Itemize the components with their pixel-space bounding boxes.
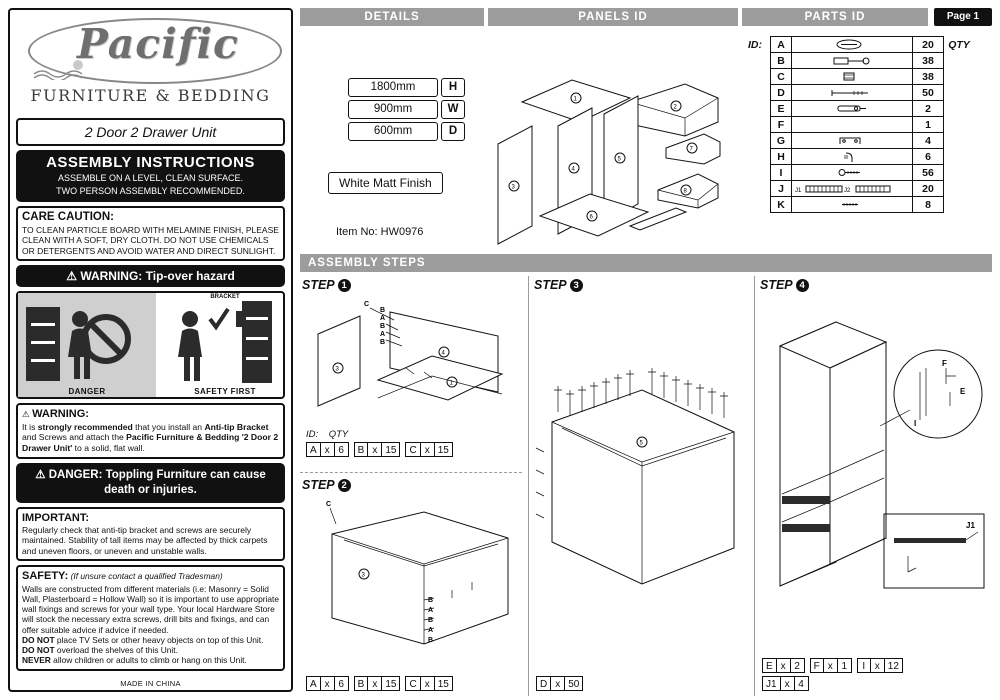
dimension-height-value: 1800mm (348, 78, 438, 97)
right-content (300, 8, 992, 692)
step-1-number: 1 (338, 279, 351, 292)
step-4-part-i (857, 658, 903, 673)
pictogram-panel (16, 291, 285, 399)
tipover-warning-banner (16, 265, 285, 287)
part-letter-i: I (771, 165, 792, 181)
step-3-part-d-letter: D (536, 676, 551, 691)
step-1-word: STEP (302, 278, 335, 292)
care-caution-block (16, 206, 285, 261)
parts-table (740, 36, 974, 213)
model-name: 2 Door 2 Drawer Unit (16, 118, 285, 146)
part-qty-i: 56 (913, 165, 944, 181)
step-4-word: STEP (760, 278, 793, 292)
part-qty-c: 38 (913, 69, 944, 85)
step-1-parts-row (306, 442, 524, 457)
step-4-part-j1-qty: 4 (795, 676, 809, 691)
safety-heading-note: (If unsure contact a qualified Tradesman) (70, 571, 223, 582)
warning-text-5: to a solid, flat wall. (72, 443, 145, 454)
safety-bullet-1: place TV Sets or other heavy objects on top of this Unit. (54, 634, 264, 645)
logo-wordmark: Pacific (76, 20, 239, 68)
step-2-parts-row (306, 676, 524, 691)
svg-text:7: 7 (689, 146, 693, 153)
item-number: Item No: HW0976 (336, 226, 424, 238)
part-qty-f: 1 (913, 117, 944, 133)
dimension-height-unit: H (441, 78, 465, 97)
safety-bullet-3-bold: NEVER (22, 655, 51, 666)
parts-id-label: ID: (748, 38, 762, 51)
parts-qty-label: QTY (948, 38, 970, 51)
warning-triangle-icon-2: ⚠ (22, 408, 30, 419)
step-4-part-f-letter: F (810, 658, 824, 673)
step-1-label (302, 278, 524, 292)
parts-id-table (740, 36, 990, 213)
svg-text:3: 3 (361, 572, 365, 579)
step1-step2-divider (300, 472, 522, 473)
step-1-diagram (302, 294, 524, 429)
part-qty-a: 20 (913, 37, 944, 53)
svg-text:B: B (428, 637, 434, 644)
parts-table-header-row (740, 37, 974, 53)
step-4 (760, 278, 990, 693)
step-1-part-b (354, 442, 401, 457)
part-qty-j: 20 (913, 181, 944, 197)
step-4-part-e-qty: 2 (791, 658, 805, 673)
svg-text:C: C (326, 501, 332, 508)
part-icon-g (792, 133, 913, 149)
warning-heading: WARNING: (32, 407, 89, 420)
step-2-part-b (354, 676, 401, 691)
left-safety-column (8, 8, 293, 692)
svg-text:3: 3 (511, 184, 515, 191)
step-2-part-a (306, 676, 349, 691)
svg-text:B: B (428, 597, 434, 604)
svg-text:8: 8 (683, 188, 687, 195)
warning-text-3: and Screws and attach the (22, 432, 127, 443)
step-1-part-b-letter: B (354, 442, 369, 457)
care-heading: CARE CAUTION: (22, 210, 114, 223)
part-qty-d: 50 (913, 85, 944, 101)
step-2-number: 2 (338, 479, 351, 492)
svg-text:4: 4 (571, 166, 575, 173)
part-qty-e: 2 (913, 101, 944, 117)
step-4-part-i-letter: I (857, 658, 871, 673)
step-4-label (760, 278, 990, 292)
part-icon-c (792, 69, 913, 85)
part-letter-a: A (771, 37, 792, 53)
parts-row-c (740, 69, 974, 85)
step-3 (534, 278, 748, 693)
parts-row-k (740, 197, 974, 213)
danger-line-1 (20, 468, 281, 483)
step-3-parts-row (536, 676, 583, 691)
step-4-part-e (762, 658, 805, 673)
part-letter-g: G (771, 133, 792, 149)
part-icon-h (792, 149, 913, 165)
part-icon-i (792, 165, 913, 181)
assembly-title: ASSEMBLY INSTRUCTIONS (46, 154, 255, 171)
step-2-part-b-letter: B (354, 676, 369, 691)
section-headers (300, 8, 992, 26)
warning-bold-4: '2 Door 2 Drawer Unit' (22, 432, 279, 454)
made-in-label: MADE IN CHINA (120, 679, 181, 688)
part-letter-d: D (771, 85, 792, 101)
header-panels-id: PANELS ID (488, 8, 738, 26)
step-4-part-f-x: x (824, 658, 838, 673)
step-4-part-j1 (762, 676, 809, 691)
svg-text:A: A (380, 331, 386, 338)
important-block (16, 507, 285, 561)
step-1-part-b-x: x (368, 442, 382, 457)
step-4-part-j1-letter: J1 (762, 676, 781, 691)
step-1-part-c-qty: 15 (435, 442, 453, 457)
step-3-word: STEP (534, 278, 567, 292)
dimension-depth-unit: D (441, 122, 465, 141)
step-1-id-row (306, 429, 524, 440)
part-icon-e (792, 101, 913, 117)
part-qty-h: 6 (913, 149, 944, 165)
step-2-part-b-qty: 15 (382, 676, 400, 691)
svg-text:B: B (428, 617, 434, 624)
safety-pictogram (156, 293, 294, 397)
logo-tagline: FURNITURE & BEDDING (30, 86, 271, 105)
safety-block (16, 565, 285, 670)
step-4-part-i-qty: 12 (885, 658, 903, 673)
step-2-part-b-x: x (368, 676, 382, 691)
warning-bold-1: strongly recommended (37, 421, 133, 432)
page-number-badge: Page 1 (934, 8, 992, 26)
step-2-part-a-letter: A (306, 676, 321, 691)
parts-row-g (740, 133, 974, 149)
step-2-part-a-x: x (321, 676, 335, 691)
safety-bullet-2: overload the shelves of this Unit. (54, 645, 178, 656)
dimension-row-h (348, 78, 465, 97)
dimension-width-value: 900mm (348, 100, 438, 119)
warning-bold-3: Pacific Furniture & Bedding (126, 432, 240, 443)
tipover-warning-label: WARNING: Tip-over hazard (80, 268, 235, 283)
parts-row-f (740, 117, 974, 133)
svg-text:5: 5 (639, 440, 643, 447)
important-heading: IMPORTANT: (22, 511, 90, 524)
step-4-diagram (760, 306, 990, 656)
assembly-line2: TWO PERSON ASSEMBLY RECOMMENDED. (56, 186, 245, 197)
warning-text-1: It is (22, 421, 38, 432)
top-section (300, 30, 992, 250)
dimension-row-w (348, 100, 465, 119)
step-1-part-a-letter: A (306, 442, 321, 457)
part-qty-b: 38 (913, 53, 944, 69)
step-4-parts-row-1 (762, 658, 903, 673)
step-2-diagram (302, 494, 524, 672)
bracket-caption: BRACKET (210, 293, 240, 300)
step-4-part-f (810, 658, 852, 673)
svg-text:J2: J2 (844, 187, 851, 194)
step-1 (302, 278, 524, 457)
svg-text:1: 1 (449, 380, 453, 387)
part-letter-h: H (771, 149, 792, 165)
step-3-diagram (534, 302, 748, 652)
assembly-instructions-banner (16, 150, 285, 202)
part-icon-d (792, 85, 913, 101)
step-3-label (534, 278, 748, 292)
step-2-part-a-qty: 6 (335, 676, 349, 691)
panels-id-diagram (480, 40, 730, 255)
step-1-id-label: ID: (306, 429, 319, 440)
svg-text:4: 4 (441, 350, 445, 357)
anti-tip-warning-block (16, 403, 285, 459)
finish-label: White Matt Finish (328, 172, 443, 194)
step-2-part-c (405, 676, 452, 691)
svg-text:E: E (960, 387, 966, 396)
header-parts-id: PARTS ID (742, 8, 928, 26)
dimension-row-d (348, 122, 465, 141)
safety-caption: SAFETY FIRST (194, 386, 256, 396)
step-1-part-c-letter: C (405, 442, 420, 457)
danger-banner (16, 463, 285, 503)
parts-row-i (740, 165, 974, 181)
danger-caption: DANGER (68, 386, 106, 396)
part-letter-f: F (771, 117, 792, 133)
step-1-part-a-x: x (321, 442, 335, 457)
svg-text:A: A (428, 627, 434, 634)
step-2-part-c-x: x (421, 676, 435, 691)
parts-row-e (740, 101, 974, 117)
part-letter-b: B (771, 53, 792, 69)
danger-line-1-text: DANGER: Toppling Furniture can cause (48, 468, 266, 481)
safety-bullet-2-bold: DO NOT (22, 645, 55, 656)
part-icon-f (792, 117, 913, 133)
step-1-part-b-qty: 15 (382, 442, 400, 457)
step-4-part-i-x: x (871, 658, 885, 673)
svg-text:3: 3 (335, 366, 339, 373)
svg-text:A: A (380, 315, 386, 322)
parts-row-j (740, 181, 974, 197)
svg-text:J1: J1 (795, 187, 802, 194)
part-icon-j (792, 181, 913, 197)
svg-text:B: B (380, 323, 386, 330)
svg-text:J1: J1 (966, 521, 975, 530)
svg-text:A: A (428, 607, 434, 614)
step-1-part-a (306, 442, 349, 457)
step-3-part-d (536, 676, 583, 691)
warning-text-2: that you install an (132, 421, 205, 432)
step-divider-1 (528, 276, 529, 696)
step-2-part-c-qty: 15 (435, 676, 453, 691)
safety-body: Walls are constructed from different materials (i.e: Masonry = Solid Wall, Plasterboard = Hollow Wall) so it is important to use appropriate wall fixings and screws for your wall type. Your local Hardware Store will stock the necessary extra screws, drill bits and fixings, and can offer suitable advice if advice if needed. (22, 583, 280, 635)
part-icon-a (792, 37, 913, 53)
part-qty-g: 4 (913, 133, 944, 149)
step-1-part-a-qty: 6 (335, 442, 349, 457)
step-4-part-e-x: x (777, 658, 791, 673)
safety-bullet-1-bold: DO NOT (22, 634, 55, 645)
warning-bold-2: Anti-tip Bracket (204, 421, 269, 432)
steps-area (300, 276, 992, 696)
step-2 (302, 478, 524, 691)
dimension-depth-value: 600mm (348, 122, 438, 141)
danger-figure-icon (18, 293, 156, 397)
part-letter-e: E (771, 101, 792, 117)
svg-text:B: B (380, 339, 386, 346)
step-2-label (302, 478, 524, 492)
step-2-part-c-letter: C (405, 676, 420, 691)
step-3-part-d-qty: 50 (565, 676, 583, 691)
svg-text:1: 1 (573, 96, 577, 103)
safety-figure-icon (156, 293, 294, 397)
svg-text:B: B (380, 307, 386, 314)
safety-bullet-3: allow children or adults to climb or hang on this Unit. (50, 655, 247, 666)
care-body: TO CLEAN PARTICLE BOARD WITH MELAMINE FINISH, PLEASE CLEAN WITH A SOFT, DRY CLOTH. DO NOT USE CHEMICALS OR DETERGENTS AND AVOID WATER AND DIRECT SUNLIGHT. (22, 225, 279, 256)
step-3-number: 3 (570, 279, 583, 292)
svg-text:I: I (914, 419, 917, 428)
step-4-part-j1-x: x (781, 676, 795, 691)
step-4-number: 4 (796, 279, 809, 292)
dimensions-list (348, 78, 465, 144)
parts-row-h (740, 149, 974, 165)
dimension-width-unit: W (441, 100, 465, 119)
step-4-parts-row-2 (762, 676, 809, 691)
svg-text:6: 6 (589, 214, 593, 221)
step-2-word: STEP (302, 478, 335, 492)
svg-text:F: F (942, 359, 947, 368)
danger-pictogram (18, 293, 156, 397)
warning-triangle-icon: ⚠ (66, 268, 77, 283)
step-divider-2 (754, 276, 755, 696)
part-letter-k: K (771, 197, 792, 213)
svg-text:2: 2 (673, 104, 677, 111)
assembly-line1: ASSEMBLE ON A LEVEL, CLEAN SURFACE. (57, 173, 244, 183)
parts-row-b (740, 53, 974, 69)
parts-row-d (740, 85, 974, 101)
svg-text:5: 5 (617, 156, 621, 163)
step-1-qty-label: QTY (328, 429, 349, 440)
step-4-part-f-qty: 1 (838, 658, 852, 673)
safety-heading: SAFETY: (22, 570, 69, 583)
part-icon-b (792, 53, 913, 69)
danger-line-2: death or injuries. (104, 483, 197, 496)
step-1-part-c-x: x (421, 442, 435, 457)
svg-text:C: C (364, 301, 370, 308)
step-4-part-e-letter: E (762, 658, 777, 673)
step-1-part-c (405, 442, 452, 457)
part-qty-k: 8 (913, 197, 944, 213)
part-letter-c: C (771, 69, 792, 85)
warning-triangle-icon-3: ⚠ (35, 468, 46, 481)
assembly-steps-header: ASSEMBLY STEPS (300, 254, 992, 272)
part-letter-j: J (771, 181, 792, 197)
important-body: Regularly check that anti-tip bracket and screws are securely maintained. Stability of tall items may be affected by thick carpets and uneven floors, or uneven and unstable walls. (22, 525, 268, 556)
step-3-part-d-x: x (551, 676, 565, 691)
header-details: DETAILS (300, 8, 484, 26)
brand-logo (14, 14, 287, 114)
part-icon-k (792, 197, 913, 213)
